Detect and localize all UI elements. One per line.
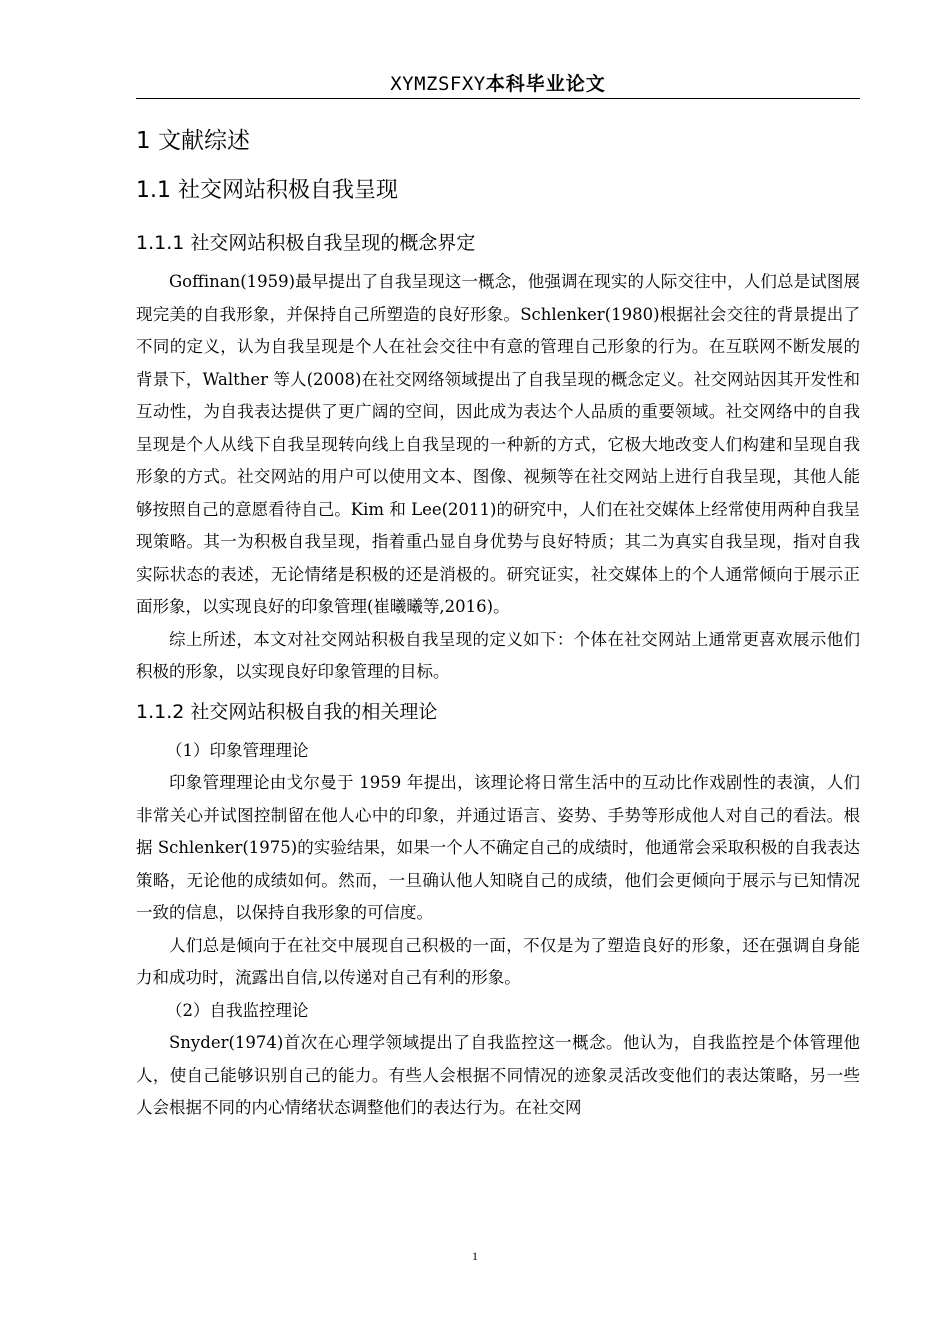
page-body (136, 120, 860, 1125)
header-school-code: XYMZSFXY (390, 73, 486, 95)
paragraph-impression-management: 印象管理理论由戈尔曼于 1959 年提出，该理论将日常生活中的互动比作戏剧性的表演，人们非常关心并试图控制留在他人心中的印象，并通过语言、姿势、手势等形成他人对自己的看法。根据 Schlenker(1975)的实验结果，如果一个人不确定自己的成绩时，他通常会采取积极的自我表达策略，无论他的成绩如何。然而，一旦确认他人知晓自己的成绩，他们会更倾向于展示与已知情况一致的信息，以保持自我形象的可信度。 (136, 773, 860, 922)
subsection-heading-1-1-1: 1.1.1 社交网站积极自我呈现的概念界定 (136, 232, 476, 254)
theory-label-impression-management: （1）印象管理理论 (166, 740, 309, 760)
paragraph-summary: 综上所述，本文对社交网站积极自我呈现的定义如下：个体在社交网站上通常更喜欢展示他们积极的形象，以实现良好印象管理的目标。 (136, 629, 860, 681)
section-heading-1-1: 1.1 社交网站积极自我呈现 (136, 178, 398, 203)
running-header (136, 72, 860, 96)
header-rule (136, 98, 860, 99)
paragraph-positive-presentation: 人们总是倾向于在社交中展现自己积极的一面，不仅是为了塑造良好的形象，还在强调自身能力和成功时，流露出自信,以传递对自己有利的形象。 (136, 935, 860, 987)
paragraph-self-monitoring: Snyder(1974)首次在心理学领域提出了自我监控这一概念。他认为，自我监控是个体管理他人，使自己能够识别自己的能力。有些人会根据不同情况的迹象灵活改变他们的表达策略，另一些人会根据不同的内心情绪状态调整他们的表达行为。在社交网 (136, 1033, 860, 1117)
chapter-heading: 1 文献综述 (136, 128, 250, 154)
subsection-heading-1-1-2: 1.1.2 社交网站积极自我的相关理论 (136, 700, 438, 723)
theory-label-self-monitoring: （2）自我监控理论 (166, 1000, 309, 1020)
header-thesis-title: 本科毕业论文 (485, 73, 606, 95)
page-number: 1 (472, 1249, 478, 1263)
paragraph-definition: Goffinan(1959)最早提出了自我呈现这一概念，他强调在现实的人际交往中，人们总是试图展现完美的自我形象，并保持自己所塑造的良好形象。Schlenker(1980)根据社会交往的背景提出了不同的定义，认为自我呈现是个人在社会交往中有意的管理自己形象的行为。在互联网不断发展的背景下，Walther 等人(2008)在社交网络领域提出了自我呈现的概念定义。社交网站因其开发性和互动性，为自我表达提供了更广阔的空间，因此成为表达个人品质的重要领域。社交网络中的自我呈现是个人从线下自我呈现转向线上自我呈现的一种新的方式，它极大地改变人们构建和呈现自我形象的方式。社交网站的用户可以使用文本、图像、视频等在社交网站上进行自我呈现，其他人能够按照自己的意愿看待自己。Kim 和 Lee(2011)的研究中，人们在社交媒体上经常使用两种自我呈现策略。其一为积极自我呈现，指着重凸显自身优势与良好特质；其二为真实自我呈现，指对自我实际状态的表述，无论情绪是积极的还是消极的。研究证实，社交媒体上的个人通常倾向于展示正面形象，以实现良好的印象管理(崔曦曦等,2016)。 (136, 272, 860, 616)
